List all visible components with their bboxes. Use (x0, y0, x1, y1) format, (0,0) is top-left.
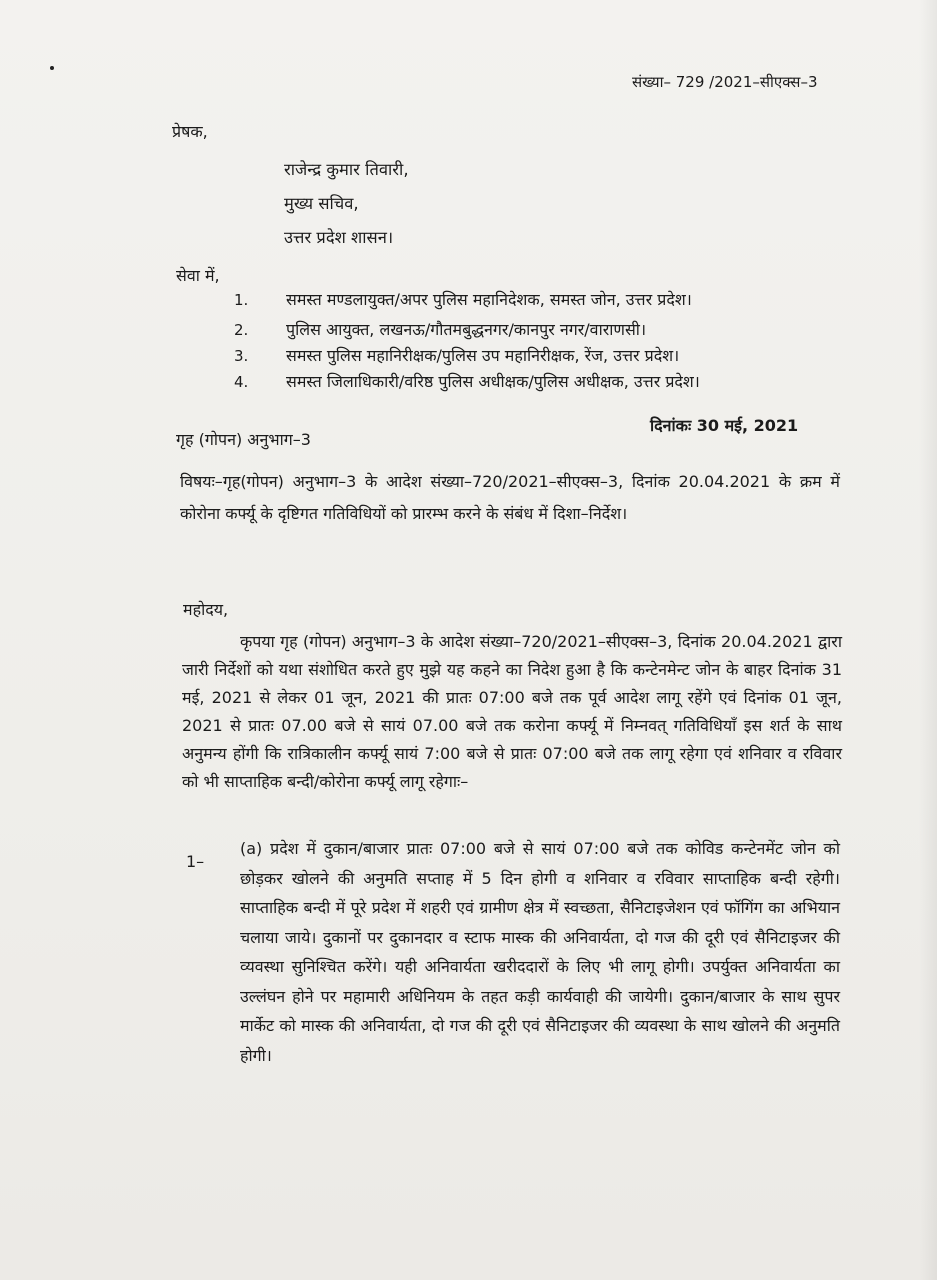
reference-number: संख्या– 729 /2021–सीएक्स–3 (632, 73, 818, 91)
sender-designation: मुख्य सचिव, (284, 194, 359, 213)
sender-name: राजेन्द्र कुमार तिवारी, (284, 160, 409, 179)
body-paragraph: कृपया गृह (गोपन) अनुभाग–3 के आदेश संख्या–720/2021–सीएक्स–3, दिनांक 20.04.2021 द्वारा जारी निर्देशों को यथा संशोधित करते हुए मुझे यह कहने का निदेश हुआ है कि कन्टेनमेन्ट जोन के बाहर दिनांक 31 मई, 2021 से लेकर 01 जून, 2021 की प्रातः 07:00 बजे तक पूर्व आदेश लागू रहेंगे एवं दिनांक 01 जून, 2021 से प्रातः 07.00 बजे से सायं 07.00 बजे तक करोना कर्फ्यू में निम्नवत् गतिविधियाँ इस शर्त के साथ अनुमन्य होंगी कि रात्रिकालीन कर्फ्यू सायं 7:00 बजे से प्रातः 07:00 बजे तक लागू रहेगा एवं शनिवार व रविवार को भी साप्ताहिक बन्दी/कोरोना कर्फ्यू लागू रहेगाः– (182, 632, 842, 791)
page-shadow (919, 0, 937, 1280)
subject-label: विषयः– (180, 472, 223, 491)
recipient-text: समस्त मण्डलायुक्त/अपर पुलिस महानिदेशक, समस्त जोन, उत्तर प्रदेश। (286, 290, 692, 309)
sender-office: उत्तर प्रदेश शासन। (284, 228, 394, 247)
letter-date: दिनांकः 30 मई, 2021 (650, 416, 799, 435)
recipient-text: समस्त पुलिस महानिरीक्षक/पुलिस उप महानिरीक्षक, रेंज, उत्तर प्रदेश। (286, 346, 680, 365)
department: गृह (गोपन) अनुभाग–3 (176, 430, 311, 449)
recipient-number: 3. (234, 347, 249, 365)
recipient-text: समस्त जिलाधिकारी/वरिष्ठ पुलिस अधीक्षक/पुलिस अधीक्षक, उत्तर प्रदेश। (286, 372, 700, 391)
item-text: (a) प्रदेश में दुकान/बाजार प्रातः 07:00 बजे से सायं 07:00 बजे तक कोविड कन्टेनमेंट जोन को छोड़कर खोलने की अनुमति सप्ताह में 5 दिन होगी व शनिवार व रविवार साप्ताहिक बन्दी रहेगी। साप्ताहिक बन्दी में पूरे प्रदेश में शहरी एवं ग्रामीण क्षेत्र में स्वच्छता, सैनिटाइजेशन एवं फॉगिंग का अभियान चलाया जाये। दुकानों पर दुकानदार व स्टाफ मास्क की अनिवार्यता, दो गज की दूरी एवं सैनिटाइजर की व्यवस्था सुनिश्चित करेंगे। यही अनिवार्यता खरीददारों के लिए भी लागू होगी। उपर्युक्त अनिवार्यता का उल्लंघन होने पर महामारी अधिनियम के तहत कड़ी कार्यवाही की जायेगी। दुकान/बाजार के साथ सुपर मार्केट को मास्क की अनिवार्यता, दो गज की दूरी एवं सैनिटाइजर की व्यवस्था के साथ खोलने की अनुमति होगी। (240, 839, 840, 1065)
subject-block (180, 466, 840, 530)
ink-dot (50, 66, 54, 70)
subject-text: गृह(गोपन) अनुभाग–3 के आदेश संख्या–720/2021–सीएक्स–3, दिनांक 20.04.2021 के क्रम में कोरोना कर्फ्यू के दृष्टिगत गतिविधियों को प्रारम्भ करने के संबंध में दिशा–निर्देश। (180, 472, 840, 523)
recipient-text: पुलिस आयुक्त, लखनऊ/गौतमबुद्धनगर/कानपुर नगर/वाराणसी। (286, 320, 647, 339)
salutation: महोदय, (183, 600, 229, 619)
recipient-number: 1. (234, 291, 249, 309)
recipients-label: सेवा में, (176, 266, 220, 285)
recipient-number: 2. (234, 321, 249, 339)
sender-label: प्रेषक, (172, 122, 208, 141)
item-number: 1– (186, 852, 205, 871)
recipient-number: 4. (234, 373, 249, 391)
